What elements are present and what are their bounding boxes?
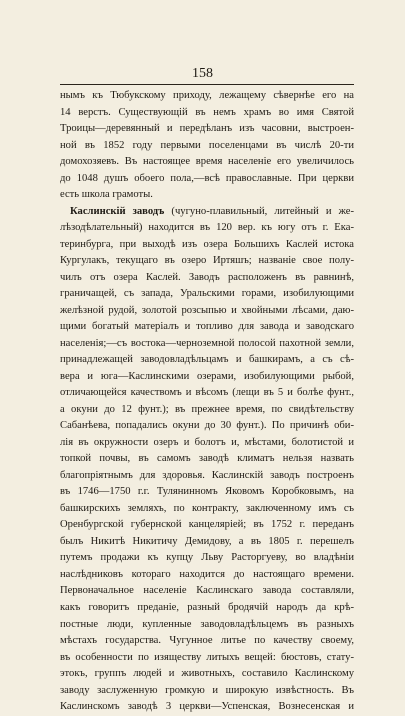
header-rule: [60, 84, 354, 85]
line-text: Кургулакъ, текущаго въ озеро Иртяшъ; названіе свое полу-: [60, 255, 354, 267]
line-text: мѣстахъ государства. Чугунное литье по качеству своему,: [60, 635, 354, 647]
line-text: чилъ отъ озера Каслей. Заводъ расположенъ въ равнинѣ,: [60, 271, 354, 283]
text-line: [60, 534, 354, 551]
text-line: [60, 517, 354, 534]
line-text: щими богатый матеріалъ и топливо для завода и заводскаго: [60, 321, 354, 333]
text-line: [60, 501, 354, 518]
text-line: [60, 468, 354, 485]
line-text: благопріятнымъ для здоровья. Каслинскій заводъ построенъ: [60, 469, 354, 481]
text-line: [60, 683, 354, 700]
line-text: путемъ продажи къ купцу Льву Расторгуеву, во владѣніи: [60, 552, 354, 564]
line-text: теринбурга, при выходѣ изъ озера Большихъ Каслей истока: [60, 238, 354, 250]
line-text: постные люди, купленные заводовладѣльцемъ въ разныхъ: [60, 618, 354, 630]
line-text: лѣзодѣлательный) находится въ 120 вер. къ югу отъ г. Ека-: [60, 222, 354, 234]
text-line: [60, 451, 354, 468]
line-text: до 1048 душъ обоего пола,—всѣ православные. При церкви: [60, 172, 354, 184]
line-text: наслѣдниковъ котораго находится до настоящаго времени.: [60, 568, 354, 580]
line-text: вера и юга—Каслинскими озерами, изобилующими рыбой,: [60, 370, 354, 382]
text-line: [60, 352, 354, 369]
line-text: населенія;—съ востока—черноземной полосой пахотной земли,: [60, 337, 354, 349]
line-text: Сабанѣева, попадались окуни до 30 фунт.). По причинѣ оби-: [60, 420, 354, 432]
text-line: [60, 204, 354, 221]
line-text: граничащей, съ запада, Уральскими горами, изобилующими: [60, 288, 354, 300]
line-text: этокъ, группъ людей и животныхъ, составило Каслинскому: [60, 668, 354, 680]
text-line: [60, 385, 354, 402]
line-text: Троицы—деревянный и передѣланъ изъ часовни, выстроен-: [60, 123, 354, 135]
line-text: (чугуно-плавильный, литейный и же-: [164, 205, 354, 217]
line-text: въ особенности по изяществу литыхъ вещей: бюстовъ, стату-: [60, 651, 354, 663]
text-line: [60, 319, 354, 336]
text-line: [60, 550, 354, 567]
text-line: [60, 154, 354, 171]
line-text: топкой почвы, въ самомъ заводѣ климатъ нельзя назвать: [60, 453, 354, 465]
line-text: отличающейся качествомъ и вѣсомъ (лещи въ 5 и болѣе фунт.,: [60, 387, 354, 399]
line-text: Оренбургской губернской канцеляріей; въ 1752 г. переданъ: [60, 519, 354, 531]
text-line: [60, 171, 354, 188]
line-text: нымъ къ Тюбукскому приходу, лежащему сѣвернѣе его на: [60, 90, 354, 101]
text-line: [60, 270, 354, 287]
line-text: принадлежащей заводовладѣльцамъ и башкирамъ, а съ сѣ-: [60, 354, 354, 366]
text-line: [60, 484, 354, 501]
text-line: [60, 237, 354, 254]
line-text: Первоначальное населеніе Каслинскаго завода составляли,: [60, 585, 354, 597]
line-text: ной въ 1852 году первыми поселенцами въ числѣ 20-ти: [60, 139, 354, 151]
text-line: [60, 600, 354, 617]
page-number: 158: [192, 66, 213, 81]
text-line: [60, 88, 354, 105]
line-text: домохозяевъ. Въ настоящее время населеніе его увеличилось: [60, 156, 354, 168]
line-text: заводу заслуженную громкую и широкую извѣстность. Въ: [60, 684, 354, 696]
text-line: [60, 336, 354, 353]
text-line: [60, 633, 354, 650]
line-text: башкирскихъ земляхъ, по контракту, заключенному имъ съ: [60, 502, 354, 514]
line-text: какъ говоритъ преданіе, разный бродячій народъ да крѣ-: [60, 601, 354, 613]
text-line: [60, 303, 354, 320]
text-line: [60, 617, 354, 634]
text-line: [60, 418, 354, 435]
text-line: [60, 187, 354, 204]
text-line: [60, 286, 354, 303]
line-text: Каслинскомъ заводѣ 3 церкви—Успенская, Вознесенская и: [60, 701, 354, 713]
text-line: [60, 220, 354, 237]
text-line: [60, 402, 354, 419]
text-line: [60, 567, 354, 584]
text-line: [60, 650, 354, 667]
line-text: былъ Никитѣ Никитичу Демидову, а въ 1805 г. перешелъ: [60, 535, 354, 547]
text-line: [60, 138, 354, 155]
text-line: [60, 666, 354, 683]
line-text: желѣзной рудой, золотой розсыпью и хвойными лѣсами, даю-: [60, 304, 354, 316]
text-line: [60, 435, 354, 452]
text-line: [60, 121, 354, 138]
body-text: [60, 88, 354, 716]
line-text: есть школа грамоты.: [60, 189, 153, 201]
bold-heading: Каслинскій заводъ: [70, 205, 165, 217]
text-line: [60, 583, 354, 600]
text-line: [60, 253, 354, 270]
line-text: въ 1746—1750 г.г. Тулянинномъ Яковомъ Коробковымъ, на: [60, 486, 354, 498]
text-line: [60, 369, 354, 386]
line-text: лія въ окружности озеръ и болотъ и, мѣстами, болотистой и: [60, 436, 354, 448]
line-text: 14 верстъ. Существующій въ немъ храмъ во имя Святой: [60, 106, 354, 118]
text-line: [60, 105, 354, 122]
line-text: а окуни до 12 фунт.); въ прежнее время, по свидѣтельству: [60, 403, 354, 415]
text-line: [60, 699, 354, 716]
